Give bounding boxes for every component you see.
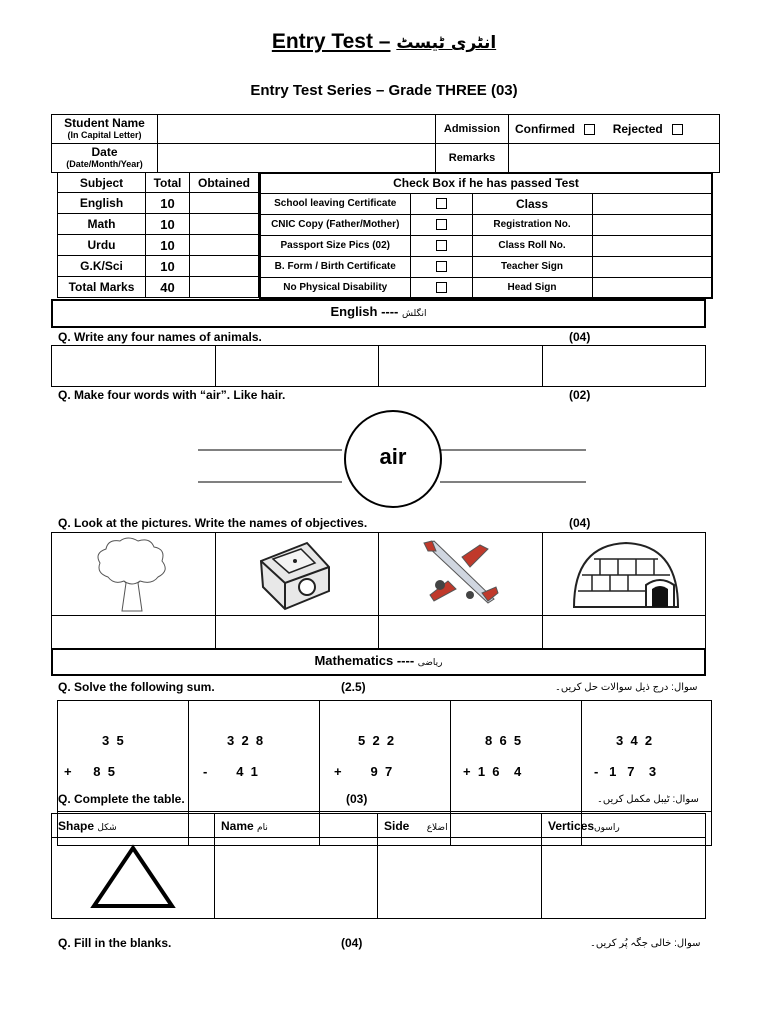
marks-subject: G.K/Sci xyxy=(58,256,146,277)
shapes-header: Shape شکل xyxy=(52,814,215,838)
checklist-label: Class xyxy=(472,193,592,214)
marks-table xyxy=(57,172,259,298)
marks-subject: English xyxy=(58,193,146,214)
marks-obtained-field[interactable] xyxy=(190,277,259,298)
english-q2-marks: (02) xyxy=(569,388,591,402)
marks-subject: Math xyxy=(58,214,146,235)
marks-subject: Urdu xyxy=(58,235,146,256)
admission-status: Confirmed Rejected xyxy=(509,115,720,144)
math-q1: Q. Solve the following sum. xyxy=(58,680,215,694)
math-q1-marks: (2.5) xyxy=(341,680,366,694)
checklist-field[interactable] xyxy=(592,235,712,256)
title-english: Entry Test – xyxy=(271,30,391,53)
checklist-label: Teacher Sign xyxy=(472,256,592,277)
checklist-item: Passport Size Pics (02) xyxy=(260,235,410,256)
marks-subject: Total Marks xyxy=(58,277,146,298)
date-label: Date (Date/Month/Year) xyxy=(52,144,158,173)
shape-sides-field[interactable] xyxy=(378,838,542,919)
checklist-field[interactable] xyxy=(592,256,712,277)
checklist-label: Registration No. xyxy=(472,214,592,235)
marks-obtained-field[interactable] xyxy=(190,256,259,277)
shapes-header: Side اضلاع xyxy=(378,814,542,838)
admission-label: Admission xyxy=(436,115,509,144)
answer-cell[interactable] xyxy=(52,346,216,386)
marks-obtained-field[interactable] xyxy=(190,235,259,256)
marks-header-subject: Subject xyxy=(58,173,146,193)
page-subtitle: Entry Test Series – Grade THREE (03) xyxy=(250,82,518,99)
english-q2: Q. Make four words with “air”. Like hair. xyxy=(58,388,286,402)
shapes-header: Verticesراسوں xyxy=(542,814,706,838)
english-q1: Q. Write any four names of animals. xyxy=(58,330,262,344)
igloo-icon xyxy=(570,537,682,613)
math-q1-urdu: سوال: درج ذیل سوالات حل کریں۔ xyxy=(555,682,698,693)
english-q3-marks: (04) xyxy=(569,516,591,530)
rejected-checkbox[interactable] xyxy=(672,124,683,135)
checklist-field[interactable] xyxy=(592,214,712,235)
checklist-label: Head Sign xyxy=(472,277,592,298)
sum-cell: 3 4 2 - 1 7 3 xyxy=(582,701,712,812)
marks-obtained-field[interactable] xyxy=(190,193,259,214)
animal-names-grid xyxy=(51,345,706,387)
checklist-item: CNIC Copy (Father/Mother) xyxy=(260,214,410,235)
answer-cell[interactable] xyxy=(543,346,706,386)
student-info-table xyxy=(51,114,720,173)
marks-total: 40 xyxy=(146,277,190,298)
marks-obtained-field[interactable] xyxy=(190,214,259,235)
marks-header-obtained: Obtained xyxy=(190,173,259,193)
remarks-field[interactable] xyxy=(509,144,720,173)
sum-cell: 5 2 2 + 9 7 xyxy=(320,701,451,812)
page-title xyxy=(0,30,768,54)
checklist-checkbox[interactable] xyxy=(436,198,447,209)
checklist-item: No Physical Disability xyxy=(260,277,410,298)
checklist-item: B. Form / Birth Certificate xyxy=(260,256,410,277)
math-q2: Q. Complete the table. xyxy=(58,792,185,806)
shapes-table xyxy=(51,813,706,919)
math-q3-urdu: سوال: خالی جگہ پُر کریں۔ xyxy=(590,938,701,949)
marks-total: 10 xyxy=(146,256,190,277)
english-q1-marks: (04) xyxy=(569,330,591,344)
marks-total: 10 xyxy=(146,235,190,256)
remarks-label: Remarks xyxy=(436,144,509,173)
air-word: air xyxy=(379,444,407,469)
sharpener-icon xyxy=(255,537,335,613)
math-q3-marks: (04) xyxy=(341,936,363,950)
answer-cell[interactable] xyxy=(216,346,380,386)
shape-cell xyxy=(52,838,215,919)
checklist-field[interactable] xyxy=(592,277,712,298)
marks-total: 10 xyxy=(146,214,190,235)
pictures-grid xyxy=(51,532,706,649)
shape-vertices-field[interactable] xyxy=(542,838,706,919)
checklist-field[interactable] xyxy=(592,193,712,214)
checklist-title: Check Box if he has passed Test xyxy=(260,173,712,193)
answer-cell[interactable] xyxy=(379,346,543,386)
sum-cell: 3 2 8 - 4 1 xyxy=(189,701,320,812)
sum-cell: 8 6 5 + 1 6 4 xyxy=(451,701,582,812)
checklist-label: Class Roll No. xyxy=(472,235,592,256)
checklist-checkbox[interactable] xyxy=(436,261,447,272)
math-q2-urdu: سوال: ٹیبل مکمل کریں۔ xyxy=(597,794,699,805)
checklist-checkbox[interactable] xyxy=(436,240,447,251)
title-urdu: انٹری ٹیسٹ xyxy=(396,33,497,53)
tree-icon xyxy=(92,537,172,613)
student-name-label: Student Name (In Capital Letter) xyxy=(52,115,158,144)
checklist-checkbox[interactable] xyxy=(436,282,447,293)
student-name-field[interactable] xyxy=(158,115,436,144)
sum-cell: 3 5 + 8 5 xyxy=(58,701,189,812)
marks-header-total: Total xyxy=(146,173,190,193)
documents-checklist xyxy=(259,172,713,299)
date-field[interactable] xyxy=(158,144,436,173)
english-section-header: English ---- انگلش xyxy=(51,299,706,328)
math-q3: Q. Fill in the blanks. xyxy=(58,936,172,950)
triangle-icon xyxy=(88,842,178,912)
shapes-header: Name نام xyxy=(215,814,378,838)
math-q2-marks: (03) xyxy=(346,792,368,806)
airplane-icon xyxy=(418,537,502,613)
english-q3: Q. Look at the pictures. Write the names of objectives. xyxy=(58,516,368,530)
confirmed-checkbox[interactable] xyxy=(584,124,595,135)
checklist-checkbox[interactable] xyxy=(436,219,447,230)
math-section-header: Mathematics ---- ریاضی xyxy=(51,648,706,676)
shape-name-field[interactable] xyxy=(215,838,378,919)
marks-total: 10 xyxy=(146,193,190,214)
checklist-item: School leaving Certificate xyxy=(260,193,410,214)
